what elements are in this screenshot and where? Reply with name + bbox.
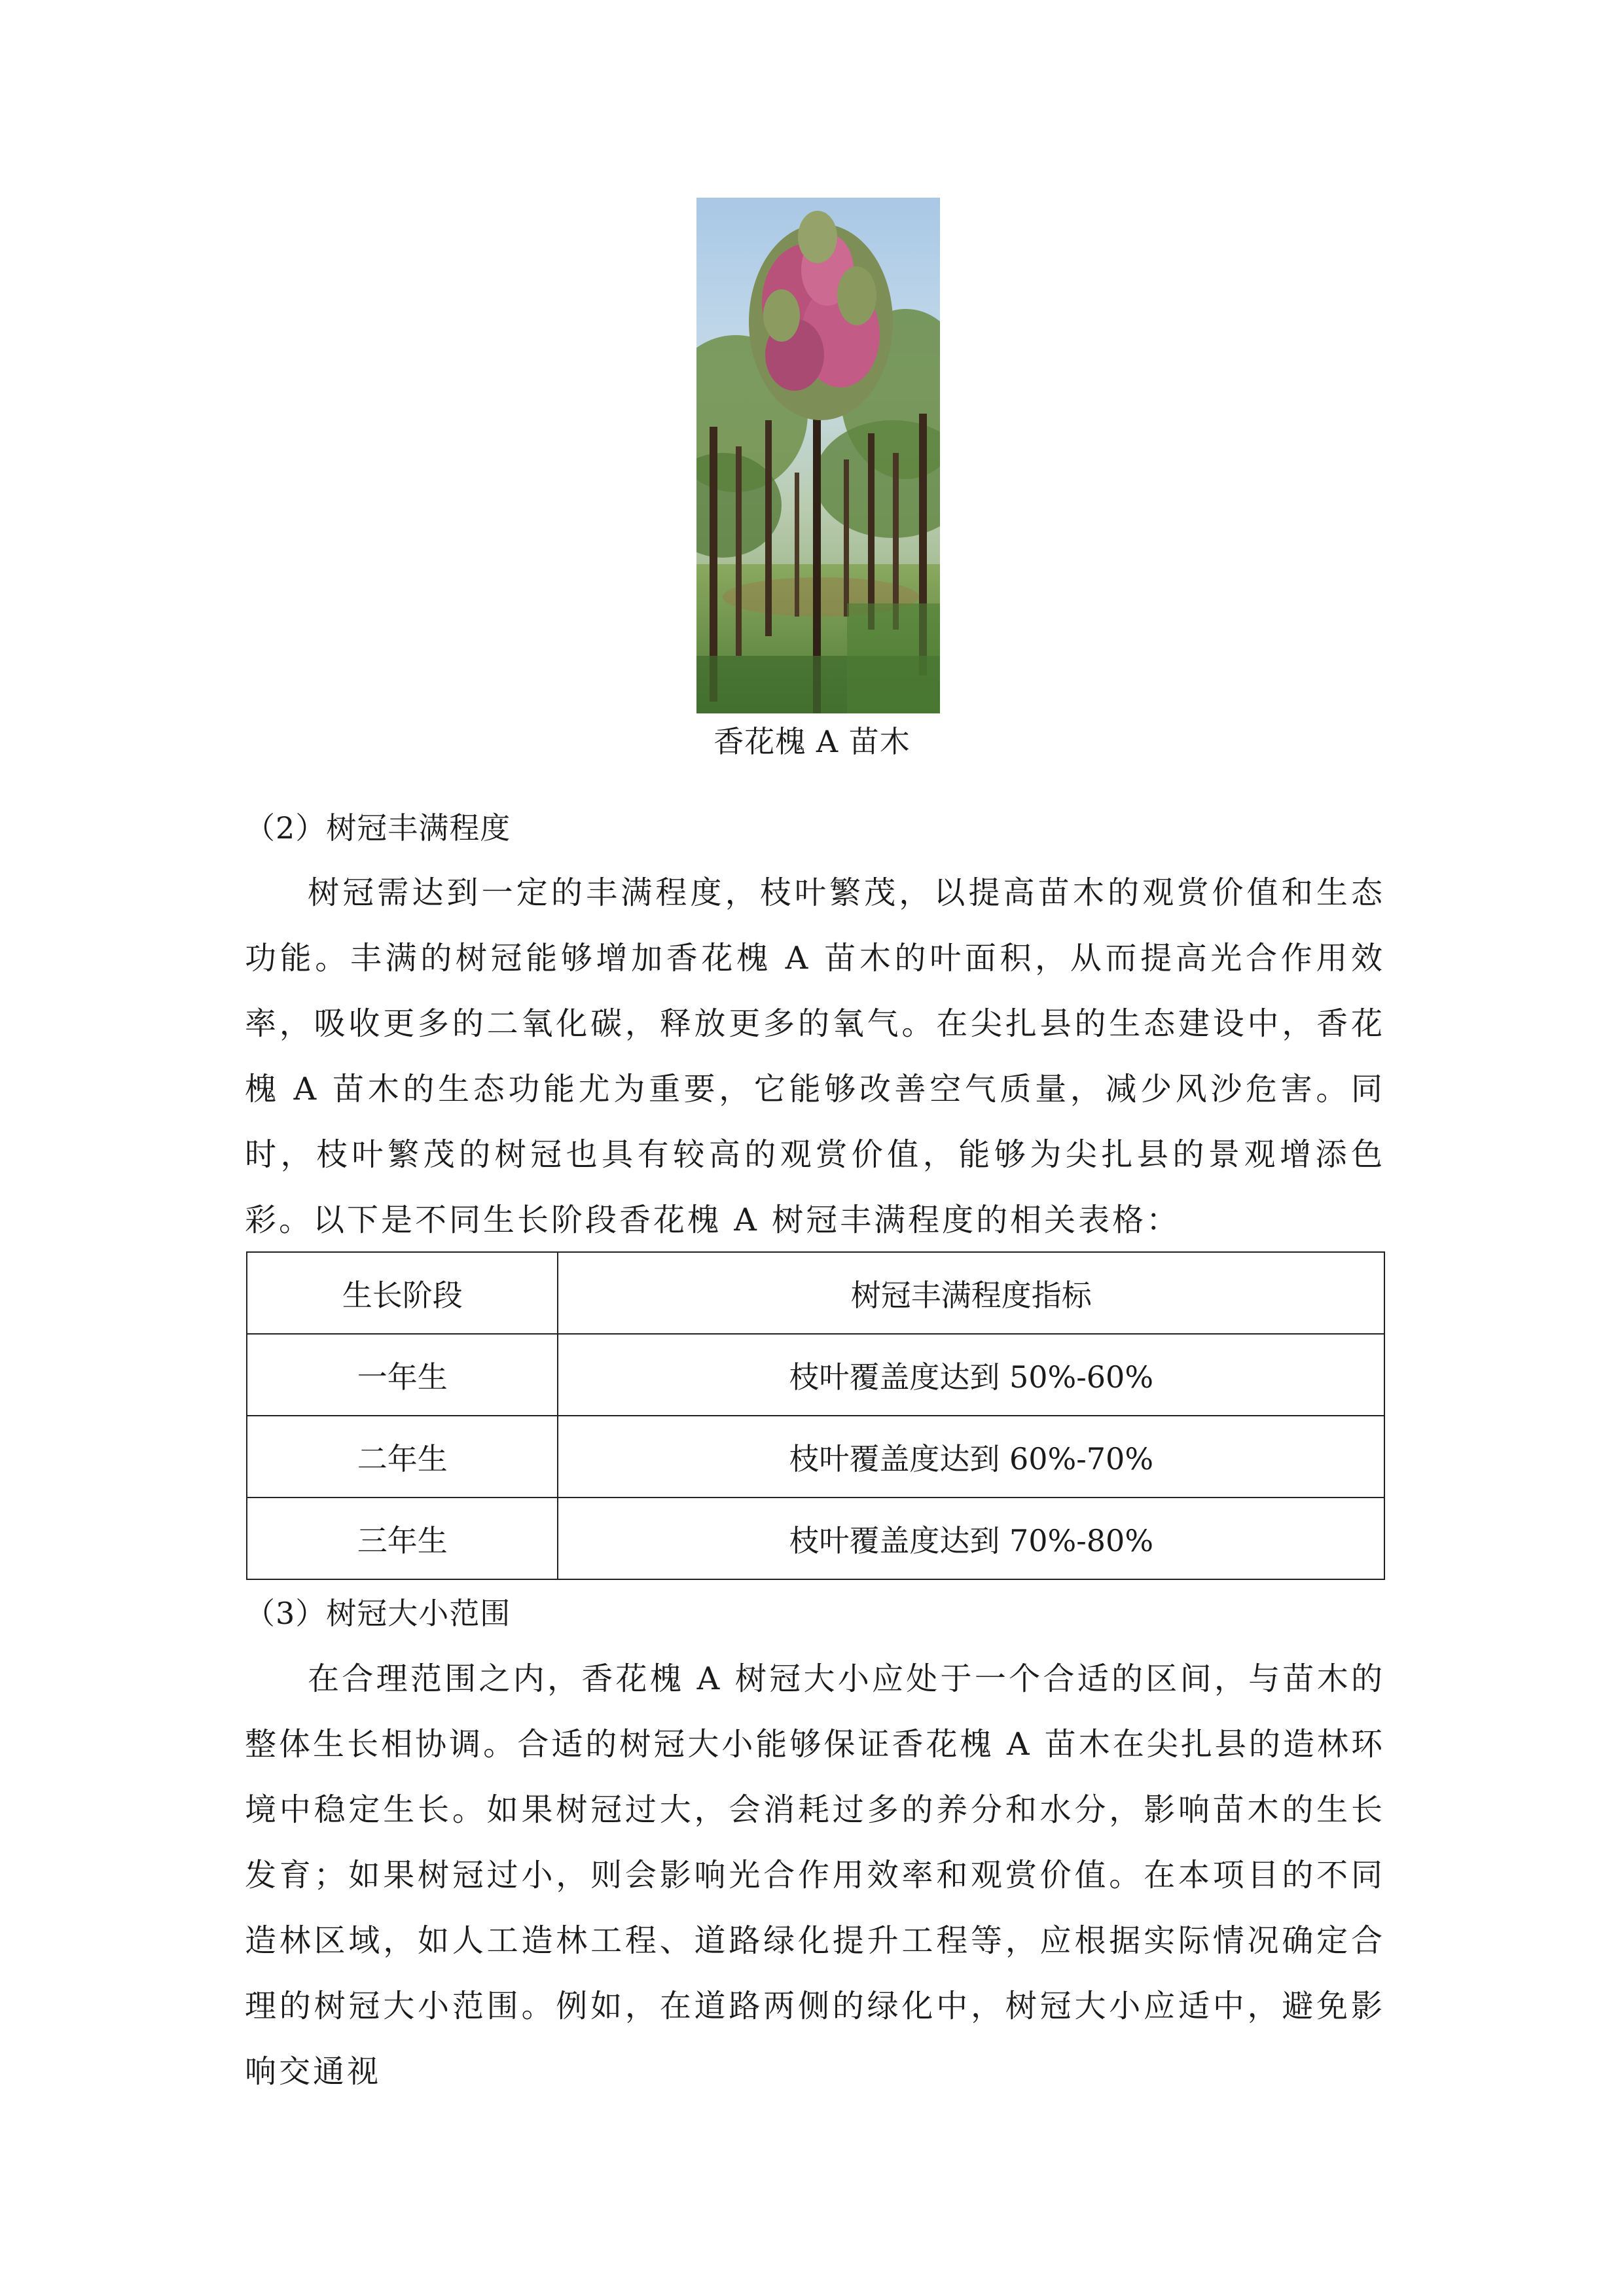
table-cell-stage: 二年生 [247, 1416, 558, 1498]
table-row [247, 1416, 1384, 1498]
paragraph-crown-size: 在合理范围之内，香花槐 A 树冠大小应处于一个合适的区间，与苗木的整体生长相协调。合适的树冠大小能够保证香花槐 A 苗木在尖扎县的造林环境中稳定生长。如果树冠过大，会消耗过多的养分和水分，影响苗木的生长发育；如果树冠过小，则会影响光合作用效率和观赏价值。在本项目的不同造林区域，如人工造林工程、道路绿化提升工程等，应根据实际情况确定合理的树冠大小范围。例如，在道路两侧的绿化中，树冠大小应适中，避免影响交通视 [245, 1660, 1385, 2090]
table-header-row [247, 1252, 1384, 1334]
table-cell-indicator: 枝叶覆盖度达到 70%-80% [558, 1498, 1384, 1579]
paragraph-crown-fullness: 树冠需达到一定的丰满程度，枝叶繁茂，以提高苗木的观赏价值和生态功能。丰满的树冠能够增加香花槐 A 苗木的叶面积，从而提高光合作用效率，吸收更多的二氧化碳，释放更多的氧气。在尖扎县的生态建设中，香花槐 A 苗木的生态功能尤为重要，它能够改善空气质量，减少风沙危害。同时，枝叶繁茂的树冠也具有较高的观赏价值，能够为尖扎县的景观增添色彩。以下是不同生长阶段香花槐 A 树冠丰满程度的相关表格： [245, 874, 1385, 1238]
photo-caption: 香花槐 A 苗木 [713, 724, 911, 759]
table-cell-indicator: 枝叶覆盖度达到 50%-60% [558, 1334, 1384, 1416]
table-row [247, 1334, 1384, 1416]
table-cell-indicator: 枝叶覆盖度达到 60%-70% [558, 1416, 1384, 1498]
table-cell-stage: 三年生 [247, 1498, 558, 1579]
crown-fullness-table [246, 1251, 1385, 1580]
table-header-cell: 生长阶段 [247, 1252, 558, 1334]
table-row [247, 1498, 1384, 1579]
table-header-cell: 树冠丰满程度指标 [558, 1252, 1384, 1334]
tree-photo-image [696, 198, 940, 713]
tree-photo [696, 198, 940, 713]
table-cell-stage: 一年生 [247, 1334, 558, 1416]
section-heading-crown-fullness: （2）树冠丰满程度 [245, 810, 511, 846]
section-heading-crown-size: （3）树冠大小范围 [245, 1596, 511, 1631]
